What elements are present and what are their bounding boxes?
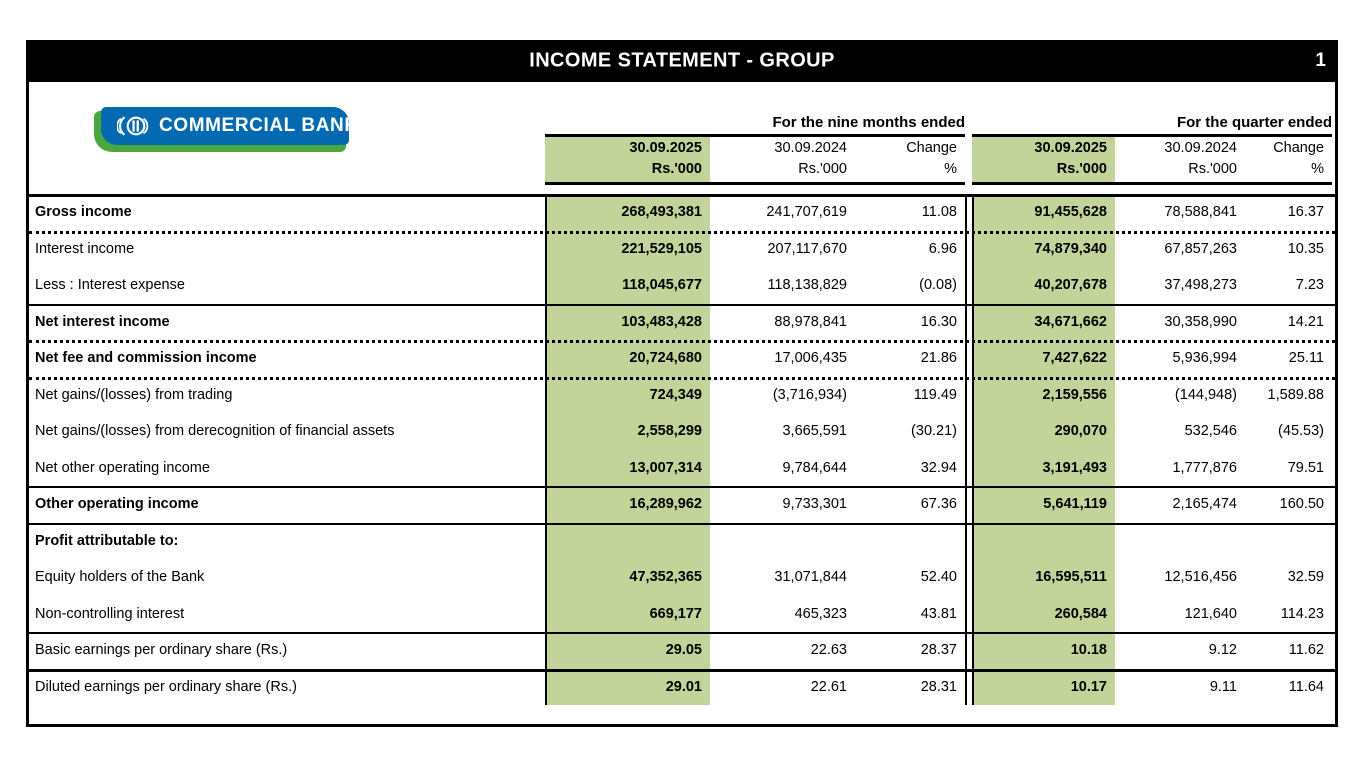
cell-nine-change: 119.49 (913, 386, 957, 403)
logo-label: COMMERCIAL BANK (159, 115, 359, 136)
cell-qtr-2025: 40,207,678 (1034, 277, 1107, 294)
cell-qtr-2024: 30,358,990 (1164, 313, 1237, 330)
header-rule2-left (545, 182, 965, 185)
cell-nine-2024: 22.63 (810, 642, 847, 659)
cell-nine-2025: 724,349 (649, 386, 702, 403)
cell-qtr-2024: 37,498,273 (1164, 277, 1237, 294)
cell-nine-change: 6.96 (928, 240, 957, 257)
cell-nine-change: 16.30 (920, 313, 957, 330)
table-row (29, 596, 1335, 633)
cell-nine-2024: 88,978,841 (774, 313, 847, 330)
cell-nine-2024: 241,707,619 (766, 204, 847, 221)
cell-nine-2024: 9,733,301 (782, 496, 847, 513)
cell-qtr-2024 (1115, 523, 1245, 560)
cell-nine-2025: 669,177 (649, 605, 702, 622)
cell-qtr-2025 (972, 523, 1115, 560)
cell-qtr-2024: 532,546 (1184, 423, 1237, 440)
cell-nine-2025: 268,493,381 (621, 204, 702, 221)
cell-qtr-2025: 2,159,556 (1042, 386, 1107, 403)
cell-qtr-2024: 2,165,474 (1172, 496, 1237, 513)
column-group-nine-months: For the nine months ended (772, 114, 965, 131)
cell-qtr-2024: 5,936,994 (1172, 350, 1237, 367)
cell-qtr-2024: 121,640 (1184, 605, 1237, 622)
cell-nine-change: 52.40 (920, 569, 957, 586)
cell-nine-2025: 118,045,677 (622, 277, 702, 294)
cell-qtr-change: 1,589.88 (1267, 386, 1324, 403)
cell-qtr-change: (45.53) (1278, 423, 1324, 440)
col-header-qtr-change (1245, 137, 1332, 182)
cell-qtr-2025: 34,671,662 (1034, 313, 1107, 330)
cell-nine-2025 (545, 523, 710, 560)
cell-qtr-change: 16.37 (1287, 204, 1324, 221)
col-header-qtr-2025-unit: Rs.'000 (1056, 161, 1107, 177)
cell-qtr-2025: 10.18 (1070, 642, 1107, 659)
cell-nine-change: 11.08 (921, 204, 957, 221)
table-row (29, 231, 1335, 268)
col-header-nine-change (855, 137, 965, 182)
cell-qtr-change: 11.62 (1288, 642, 1324, 659)
table-row (29, 523, 1335, 560)
cell-qtr-2025: 5,641,119 (1043, 496, 1107, 513)
cell-qtr-change: 11.64 (1288, 678, 1324, 695)
row-label: Gross income (35, 204, 132, 221)
cell-nine-2024: 465,323 (794, 605, 847, 622)
cell-qtr-2025: 16,595,511 (1035, 569, 1107, 586)
table-body (29, 194, 1335, 705)
col-header-nine-2025-date: 30.09.2025 (629, 140, 702, 156)
row-label: Basic earnings per ordinary share (Rs.) (35, 642, 288, 659)
table-row (29, 669, 1335, 706)
col-header-qtr-2025 (972, 137, 1115, 182)
cell-qtr-change: 10.35 (1287, 240, 1324, 257)
row-label: Profit attributable to: (35, 532, 179, 549)
cell-nine-2024: 22.61 (810, 678, 847, 695)
cell-nine-change (855, 523, 965, 560)
cell-nine-change: 28.37 (920, 642, 957, 659)
col-header-nine-2025 (545, 137, 710, 182)
cell-nine-2025: 221,529,105 (621, 240, 702, 257)
page-number: 1 (1315, 50, 1326, 71)
cell-nine-change: 67.36 (920, 496, 957, 513)
cell-qtr-change: 32.59 (1287, 569, 1324, 586)
cell-nine-2025: 16,289,962 (629, 496, 702, 513)
cell-nine-2025: 47,352,365 (629, 569, 702, 586)
cell-nine-2024: (3,716,934) (772, 386, 847, 403)
table-header-zone (29, 82, 1335, 194)
cell-nine-2024: 9,784,644 (782, 459, 847, 476)
cell-qtr-2025: 260,584 (1054, 605, 1107, 622)
row-label: Less : Interest expense (35, 277, 185, 294)
cell-qtr-2024: 78,588,841 (1164, 204, 1237, 221)
cell-qtr-2025: 10.17 (1070, 678, 1107, 695)
table-row (29, 377, 1335, 414)
col-header-qtr-2024 (1115, 137, 1245, 182)
col-header-qtr-change-label: Change (1273, 140, 1324, 156)
table-row (29, 413, 1335, 450)
cell-nine-2024: 207,117,670 (767, 240, 847, 257)
col-header-nine-change-unit: % (944, 161, 957, 177)
cell-nine-2024: 31,071,844 (774, 569, 847, 586)
cell-qtr-change: 25.11 (1288, 350, 1324, 367)
cell-qtr-2024: 12,516,456 (1164, 569, 1237, 586)
cell-qtr-2024: 67,857,263 (1164, 240, 1237, 257)
cell-qtr-change: 79.51 (1287, 459, 1324, 476)
cell-nine-2025: 20,724,680 (629, 350, 702, 367)
cell-qtr-change (1245, 523, 1332, 560)
table-row (29, 559, 1335, 596)
cell-qtr-2024: 1,777,876 (1172, 459, 1237, 476)
page-header-bar (26, 40, 1338, 82)
row-label: Net fee and commission income (35, 350, 257, 367)
commercial-bank-mark-icon (117, 115, 151, 137)
table-row (29, 486, 1335, 523)
page-title: INCOME STATEMENT - GROUP (529, 49, 835, 72)
table-row (29, 267, 1335, 304)
cell-nine-2024: 3,665,591 (782, 423, 847, 440)
col-header-nine-2025-unit: Rs.'000 (651, 161, 702, 177)
cell-qtr-2024: (144,948) (1174, 386, 1237, 403)
col-header-qtr-2024-date: 30.09.2024 (1164, 140, 1237, 156)
row-label: Equity holders of the Bank (35, 569, 205, 586)
cell-nine-change: 21.86 (920, 350, 957, 367)
cell-nine-change: (0.08) (919, 277, 957, 294)
statement-table (26, 82, 1338, 727)
table-row (29, 194, 1335, 231)
cell-nine-2025: 2,558,299 (637, 423, 702, 440)
cell-qtr-change: 114.23 (1280, 605, 1324, 622)
table-row (29, 450, 1335, 487)
cell-nine-2025: 13,007,314 (629, 459, 702, 476)
header-rule2-right (972, 182, 1332, 185)
col-header-qtr-2024-unit: Rs.'000 (1188, 161, 1237, 177)
cell-qtr-2025: 3,191,493 (1042, 459, 1107, 476)
cell-nine-2024 (710, 523, 855, 560)
col-header-qtr-2025-date: 30.09.2025 (1034, 140, 1107, 156)
cell-nine-change: 28.31 (920, 678, 957, 695)
column-group-quarter: For the quarter ended (1176, 114, 1332, 131)
cell-qtr-2024: 9.12 (1208, 642, 1237, 659)
row-label: Net other operating income (35, 459, 210, 476)
col-header-qtr-change-unit: % (1311, 161, 1324, 177)
table-row (29, 304, 1335, 341)
logo-blue-shape (101, 107, 359, 145)
commercial-bank-logo (94, 107, 359, 152)
cell-nine-2024: 17,006,435 (774, 350, 847, 367)
cell-qtr-change: 7.23 (1295, 277, 1324, 294)
cell-qtr-change: 160.50 (1279, 496, 1324, 513)
row-label: Net interest income (35, 313, 170, 330)
row-label: Net gains/(losses) from trading (35, 386, 233, 403)
cell-qtr-change: 14.21 (1287, 313, 1324, 330)
cell-nine-2025: 103,483,428 (621, 313, 702, 330)
row-label: Net gains/(losses) from derecognition of financial assets (35, 423, 395, 440)
table-row (29, 632, 1335, 669)
cell-qtr-2025: 91,455,628 (1034, 204, 1107, 221)
cell-qtr-2025: 290,070 (1054, 423, 1107, 440)
cell-qtr-2025: 74,879,340 (1034, 240, 1107, 257)
row-label: Non-controlling interest (35, 605, 185, 622)
cell-nine-2025: 29.05 (665, 642, 702, 659)
row-label: Interest income (35, 240, 135, 257)
cell-nine-change: (30.21) (911, 423, 957, 440)
table-row (29, 340, 1335, 377)
cell-nine-change: 32.94 (920, 459, 957, 476)
row-label: Diluted earnings per ordinary share (Rs.) (35, 678, 297, 695)
cell-qtr-2025: 7,427,622 (1042, 350, 1107, 367)
col-header-nine-change-label: Change (906, 140, 957, 156)
col-header-nine-2024-unit: Rs.'000 (798, 161, 847, 177)
cell-nine-change: 43.81 (920, 605, 957, 622)
col-header-nine-2024-date: 30.09.2024 (774, 140, 847, 156)
cell-qtr-2024: 9.11 (1209, 678, 1237, 695)
cell-nine-2025: 29.01 (665, 678, 702, 695)
col-header-nine-2024 (710, 137, 855, 182)
row-label: Other operating income (35, 496, 199, 513)
cell-nine-2024: 118,138,829 (767, 277, 847, 294)
